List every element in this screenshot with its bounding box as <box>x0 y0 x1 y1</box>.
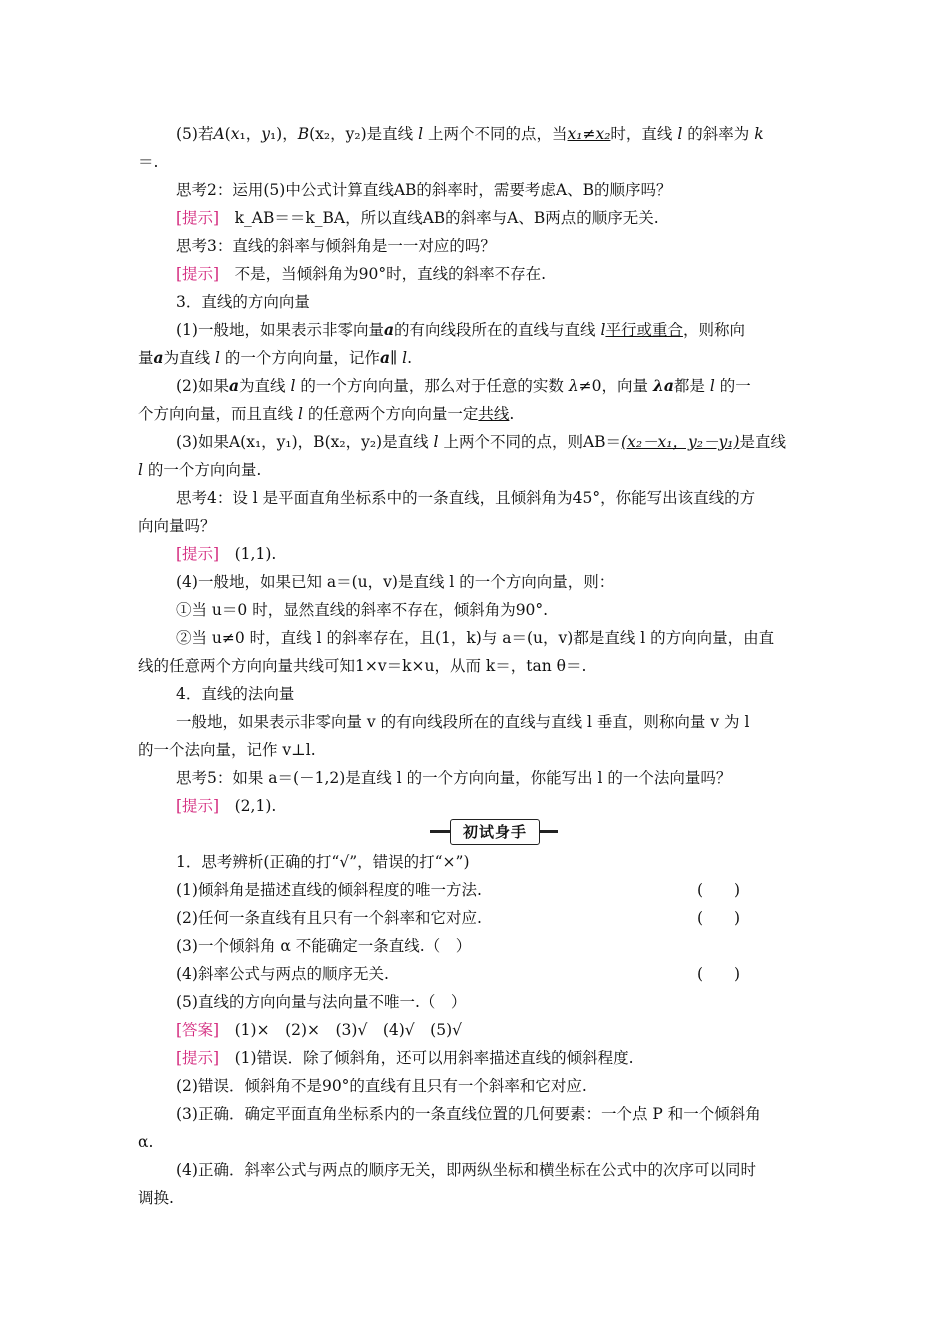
exercise-item-5: (5)直线的方向向量与法向量不唯一.（ ） <box>176 993 467 1011</box>
section-4-heading: 4．直线的法向量 <box>176 685 295 703</box>
hint-line-1: [提示] (1)错误．除了倾斜角，还可以用斜率描述直线的倾斜程度. <box>176 1049 634 1067</box>
hint-tag: [提示] <box>176 265 220 283</box>
think-4-cont: 向向量吗？ <box>138 517 216 535</box>
answer-line: [答案] (1)× (2)× (3)√ (4)√ (5)√ <box>176 1021 463 1039</box>
hint-line-2: (2)错误．倾斜角不是90°的直线有且只有一个斜率和它对应. <box>176 1077 587 1095</box>
para-4-case-2-cont: 线的任意两个方向向量共线可知1×v＝k×u，从而 k＝，tan θ＝. <box>138 657 587 675</box>
para-3-2: (2)如果a为直线 l 的一个方向向量，那么对于任意的实数 λ≠0，向量 λa都是 l 的一 <box>176 376 751 395</box>
hint-3: [提示] 不是，当倾斜角为90°时，直线的斜率不存在. <box>176 265 547 283</box>
hint-2: [提示] k_AB＝＝k_BA，所以直线AB的斜率与A、B两点的顺序无关. <box>176 209 659 227</box>
answer-tag: [答案] <box>176 1021 220 1039</box>
section-banner <box>430 818 558 844</box>
hint-tag: [提示] <box>176 797 220 815</box>
para-5-formula-cont: ＝. <box>138 153 159 171</box>
exercise-item-1: (1)倾斜角是描述直线的倾斜程度的唯一方法. <box>176 881 482 899</box>
para-4-case-1: ①当 u＝0 时，显然直线的斜率不存在，倾斜角为90°. <box>176 601 549 619</box>
para-3-2-cont: 个方向向量，而且直线 l 的任意两个方向向量一定共线. <box>138 405 515 423</box>
para-3-1-cont: 量a为直线 l 的一个方向向量，记作a∥ l. <box>138 348 412 367</box>
hint-tag: [提示] <box>176 1049 220 1067</box>
para-4: (4)一般地，如果已知 a＝(u，v)是直线 l 的一个方向向量，则： <box>176 573 615 591</box>
exercise-item-3: (3)一个倾斜角 α 不能确定一条直线.（ ） <box>176 937 472 955</box>
hint-tag: [提示] <box>176 545 220 563</box>
para-5-formula: (5)若A(x₁，y₁)，B(x₂，y₂)是直线 l 上两个不同的点，当x₁≠x₂时，直线 l 的斜率为 k <box>176 125 764 143</box>
hint-4: [提示] (1,1). <box>176 545 277 563</box>
para-3-3-cont: l 的一个方向向量. <box>138 461 262 479</box>
hint-line-4-cont: 调换. <box>138 1189 174 1207</box>
think-3: 思考3：直线的斜率与倾斜角是一一对应的吗？ <box>176 237 496 255</box>
answer-blank: ( ) <box>697 965 741 983</box>
hint-line-4: (4)正确．斜率公式与两点的顺序无关，即两纵坐标和横坐标在公式中的次序可以同时 <box>176 1161 756 1179</box>
hint-tag: [提示] <box>176 209 220 227</box>
para-3-1: (1)一般地，如果表示非零向量a的有向线段所在的直线与直线 l平行或重合，则称向 <box>176 320 745 339</box>
exercise-prompt: 1．思考辨析(正确的打“√”，错误的打“×”) <box>176 853 470 871</box>
exercise-item-2: (2)任何一条直线有且只有一个斜率和它对应. <box>176 909 482 927</box>
section-3-heading: 3．直线的方向向量 <box>176 293 310 311</box>
think-2: 思考2：运用(5)中公式计算直线AB的斜率时，需要考虑A、B的顺序吗？ <box>176 181 672 199</box>
banner-label: 初试身手 <box>450 819 540 845</box>
think-4: 思考4：设 l 是平面直角坐标系中的一条直线，且倾斜角为45°，你能写出该直线的方 <box>176 489 756 507</box>
para-4-case-2: ②当 u≠0 时，直线 l 的斜率存在，且(1，k)与 a＝(u，v)都是直线 l 的方向向量，由直 <box>176 629 775 647</box>
answer-blank: ( ) <box>697 909 741 927</box>
answer-blank: ( ) <box>697 881 741 899</box>
hint-line-3: (3)正确．确定平面直角坐标系内的一条直线位置的几何要素：一个点 P 和一个倾斜角 <box>176 1105 761 1123</box>
think-5: 思考5：如果 a＝(－1,2)是直线 l 的一个方向向量，你能写出 l 的一个法向量吗？ <box>176 769 732 787</box>
normal-vector-def-cont: 的一个法向量，记作 v⊥l. <box>138 741 316 759</box>
para-3-3: (3)如果A(x₁，y₁)，B(x₂，y₂)是直线 l 上两个不同的点，则AB＝(x₂－x₁，y₂－y₁)是直线 <box>176 433 786 451</box>
hint-5: [提示] (2,1). <box>176 797 277 815</box>
exercise-item-4: (4)斜率公式与两点的顺序无关. <box>176 965 389 983</box>
hint-line-3-cont: α. <box>138 1133 154 1151</box>
normal-vector-def: 一般地，如果表示非零向量 v 的有向线段所在的直线与直线 l 垂直，则称向量 v 为 l <box>176 713 750 731</box>
